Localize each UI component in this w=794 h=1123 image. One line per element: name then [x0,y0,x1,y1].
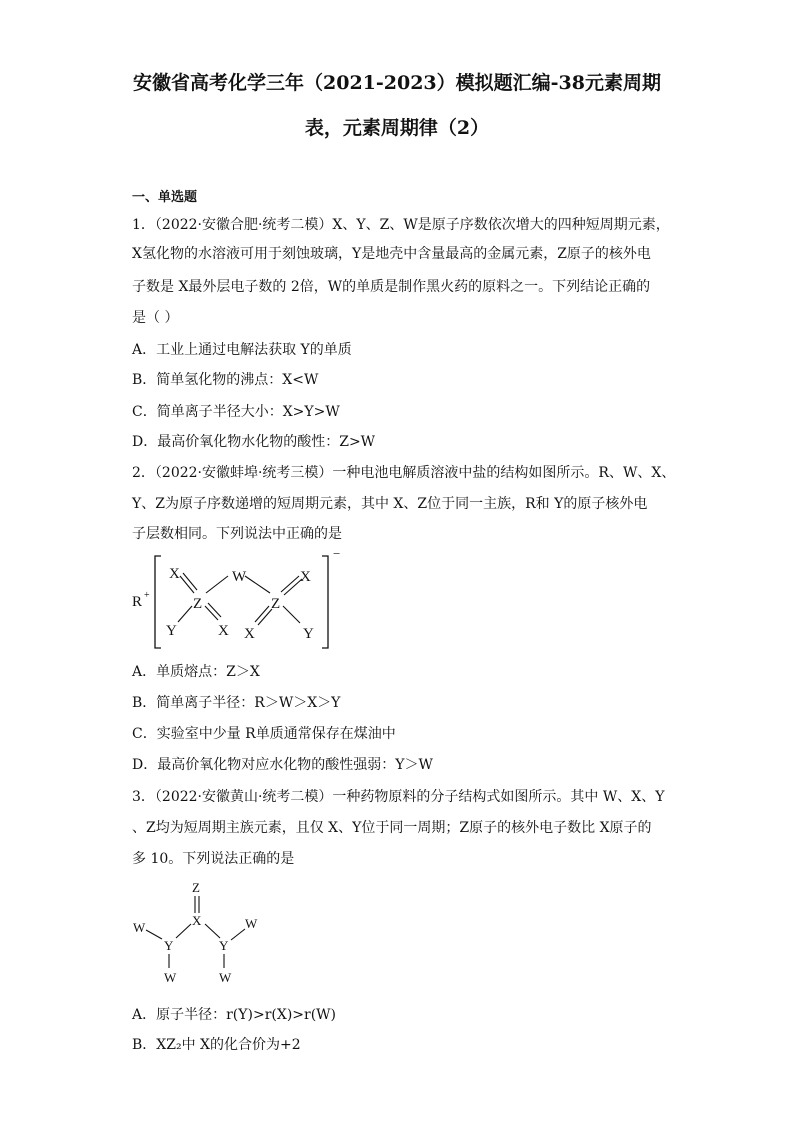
question-3-stem-line-1: 3．（2022·安徽黄山·统考二模）一种药物原料的分子结构式如图所示。其中 W、X、Y [132,789,665,805]
atom-x-top-left: X [169,566,180,582]
atom-x-bottom-right: X [244,626,255,642]
atom-w-left: W [133,920,146,935]
atom-x-top-right: X [300,569,311,585]
question-1-option-d: D．最高价氧化物水化物的酸性：Z>W [132,434,376,450]
atom-y-bottom-left: Y [166,623,177,639]
question-1-option-b: B．简单氢化物的沸点：X<W [132,372,319,388]
question-2-stem-line-1: 2．（2022·安徽蚌埠·统考三模）一种电池电解质溶液中盐的结构如图所示。R、W、X、 [132,465,676,481]
question-2-option-c: C．实验室中少量 R单质通常保存在煤油中 [132,726,396,742]
anion-charge: − [333,548,341,561]
atom-w-bottom-right: W [219,970,232,985]
atom-y-bottom-right: Y [303,626,314,642]
question-1-stem-line-3: 子数是 X最外层电子数的 2倍，W的单质是制作黑火药的原料之一。下列结论正确的 [132,279,651,295]
right-bracket [322,556,328,648]
question-2-stem-line-2: Y、Z为原子序数递增的短周期元素，其中 X、Z位于同一主族，R和 Y的原子核外电 [132,496,648,512]
question-2-structure-figure [128,548,348,652]
document-title-line-1: 安徽省高考化学三年（2021-2023）模拟题汇编-38元素周期 [133,72,661,94]
question-3-stem-line-2: 、Z均为短周期主族元素，且仅 X、Y位于同一周期；Z原子的核外电子数比 X原子的 [132,820,652,836]
question-3-molecule-figure [128,876,278,988]
question-1-stem-line-1: 1．（2022·安徽合肥·统考二模）X、Y、Z、W是原子序数依次增大的四种短周期元素， [132,217,670,233]
question-3-option-b: B．XZ₂中 X的化合价为+2 [132,1037,301,1053]
bond-lines [146,896,245,968]
question-1-stem-line-4: 是（ ） [132,310,179,326]
atom-x: X [192,913,202,928]
atom-x-bottom-left: X [218,623,229,639]
question-2-option-d: D．最高价氧化物对应水化物的酸性强弱：Y＞W [132,757,433,773]
question-3-stem-line-3: 多 10。下列说法正确的是 [132,851,295,867]
question-3-option-a: A．原子半径：r(Y)>r(X)>r(W) [132,1007,337,1023]
document-title-line-2: 表，元素周期律（2） [304,117,490,139]
question-1-stem-line-2: X氢化物的水溶液可用于刻蚀玻璃，Y是地壳中含量最高的金属元素，Z原子的核外电 [132,246,651,262]
atom-w-bottom-left: W [164,970,177,985]
cation-charge: + [144,590,150,601]
atom-z: Z [192,880,200,895]
cation-symbol: R [132,594,143,610]
left-bracket [155,556,161,648]
atom-w-right: W [245,916,258,931]
atom-z-right: Z [271,596,281,612]
question-1-option-c: C．简单离子半径大小：X>Y>W [132,404,340,420]
section-heading: 一、单选题 [132,190,198,205]
question-1-option-a: A．工业上通过电解法获取 Y的单质 [132,342,352,358]
question-2-option-b: B．简单离子半径：R＞W＞X＞Y [132,695,341,711]
atom-y-right: Y [219,938,229,953]
question-2-stem-line-3: 子层数相同。下列说法中正确的是 [132,526,342,542]
atom-w: W [232,569,247,585]
atom-y-left: Y [164,938,174,953]
question-2-option-a: A．单质熔点：Z＞X [132,664,260,680]
atom-z-left: Z [193,596,203,612]
